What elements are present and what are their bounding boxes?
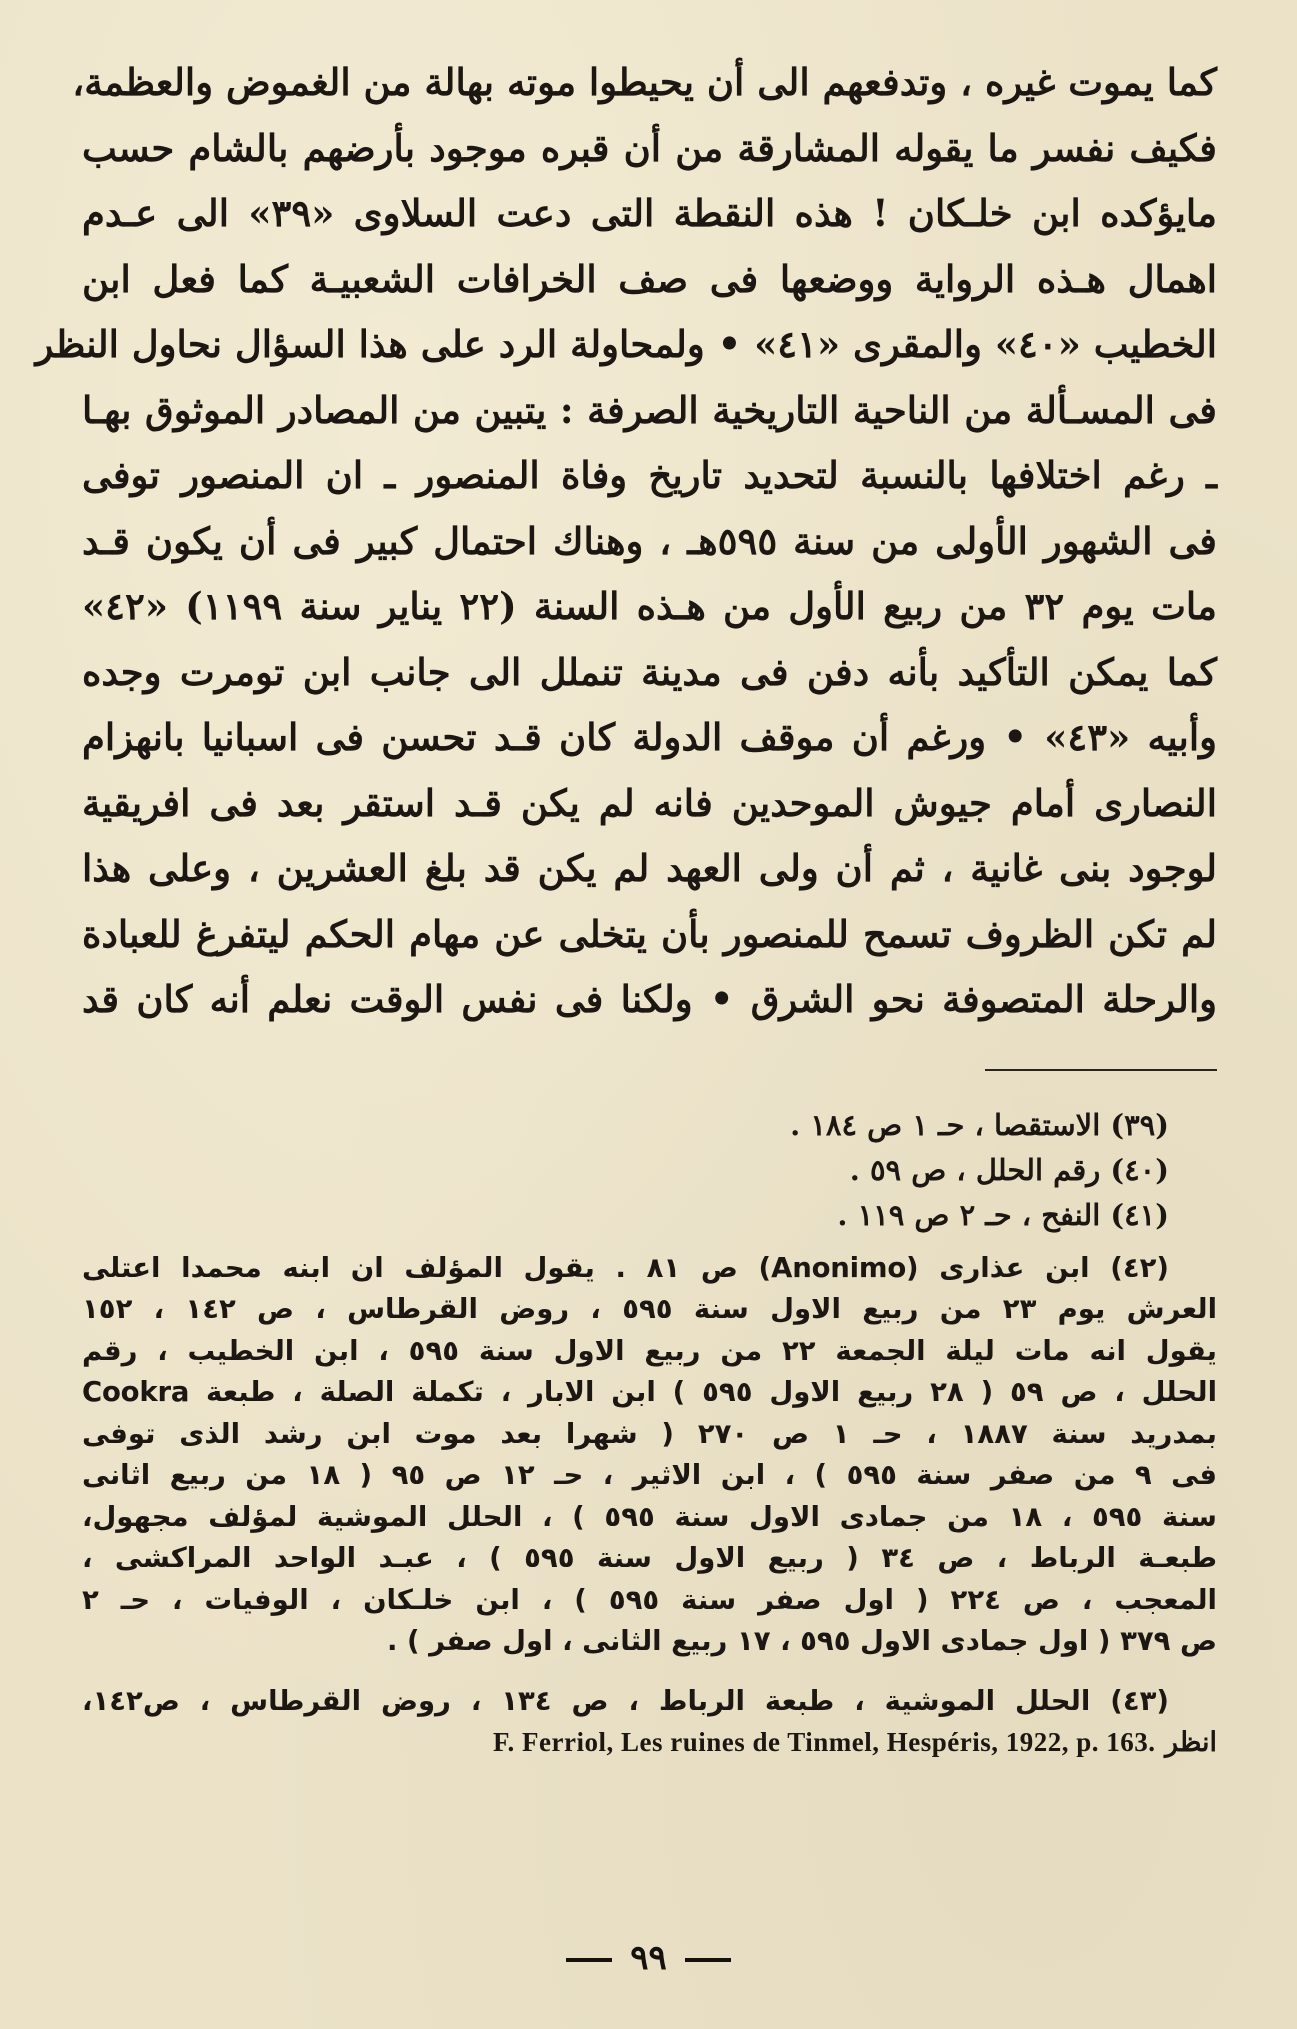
footnote-43-line-1: (٤٣) الحلل الموشية ، طبعة الرباط ، ص ١٣٤ ، روض القرطاس ، ص١٤٢، <box>82 1684 1169 1717</box>
footnote-43-latin-citation: F. Ferriol, Les ruines de Tinmel, Hespéris, 1922, p. 163. <box>493 1727 1156 1757</box>
body-line-8: فى الشهور الأولى من سنة ٥٩٥هـ ، وهناك احتمال كبير فى أن يكون قـد <box>82 518 1217 563</box>
body-line-15: والرحلة المتصوفة نحو الشرق • ولكنا فى نفس الوقت نعلم أنه كان قد <box>82 977 1217 1021</box>
body-line-12: النصارى أمام جيوش الموحدين فانه لم يكن قـد استقر بعد فى افريقية <box>82 780 1217 825</box>
footnote-43 <box>82 1681 1217 1763</box>
footnote-42-line-10: ص ٣٧٩ ( اول جمادى الاول ٥٩٥ ، ١٧ ربيع الثانى ، اول صفر ) . <box>386 1625 1217 1657</box>
page-number-left-dash <box>566 1958 612 1962</box>
footnote-separator-wrap <box>82 1033 1217 1103</box>
footnote-42-line-4: الحلل ، ص ٥٩ ( ٢٨ ربيع الاول ٥٩٥ ) ابن الابار ، تكملة الصلة ، طبعة Cookra <box>82 1376 1217 1408</box>
footnote-separator-rule <box>985 1069 1217 1071</box>
page-number-right-dash <box>685 1958 731 1962</box>
body-line-6: فى المسـألة من الناحية التاريخية الصرفة : يتبين من المصادر الموثوق بهـا <box>82 387 1217 432</box>
footnote-40: (٤٠) رقم الحلل ، ص ٥٩ . <box>849 1152 1169 1187</box>
footnote-42-line-3: يقول انه مات ليلة الجمعة ٢٢ من ربيع الاول سنة ٥٩٥ ، ابن الخطيب ، رقم <box>82 1334 1217 1367</box>
page-number-value: ٩٩ <box>630 1938 667 1978</box>
footnote-43-line-2 <box>82 1722 1217 1762</box>
page-number <box>0 1938 1297 1978</box>
footnote-gap <box>82 1663 1217 1671</box>
footnote-42-line-8: طبعـة الرباط ، ص ٣٤ ( ربيع الاول سنة ٥٩٥ ) ، عبـد الواحد المراكشى ، <box>82 1542 1217 1574</box>
body-line-14: لم تكن الظروف تسمح للمنصور بأن يتخلى عن مهام الحكم ليتفرغ للعبادة <box>82 911 1217 956</box>
footnote-42-line-2: العرش يوم ٢٣ من ربيع الاول سنة ٥٩٥ ، روض القرطاس ، ص ١٤٢ ، ١٥٢ <box>82 1293 1218 1325</box>
footnote-39: (٣٩) الاستقصا ، حـ ١ ص ١٨٤ . <box>790 1107 1169 1142</box>
footnote-42-line-6: فى ٩ من صفر سنة ٥٩٥ ) ، ابن الاثير ، حـ ١٢ ص ٩٥ ( ١٨ من ربيع اثانى <box>82 1459 1217 1491</box>
body-line-9: مات يوم ٣٢ من ربيع الأول من هـذه السنة (٢٢ يناير سنة ١١٩٩) «٤٢» <box>82 584 1217 628</box>
footnote-43-see-label: انظر <box>1164 1727 1217 1758</box>
body-line-3: مايؤكده ابن خلـكان ! هذه النقطة التى دعت السلاوى «٣٩» الى عـدم <box>82 191 1217 235</box>
body-line-2: فكيف نفسر ما يقوله المشارقة من أن قبره موجود بأرضهم بالشام حسب <box>82 125 1217 170</box>
body-line-1: كما يموت غيره ، وتدفعهم الى أن يحيطوا موته بهالة من الغموض والعظمة، <box>72 60 1217 104</box>
footnote-42-line-1: (٤٢) ابن عذارى (Anonimo) ص ٨١ . يقول المؤلف ان ابنه محمدا اعتلى <box>82 1251 1169 1284</box>
footnotes <box>82 1103 1217 1763</box>
footnote-42-line-5: بمدريد سنة ١٨٨٧ ، حـ ١ ص ٢٧٠ ( شهرا بعد موت ابن رشد الذى توفى <box>82 1417 1217 1450</box>
footnote-42 <box>82 1248 1217 1663</box>
body-line-10: كما يمكن التأكيد بأنه دفن فى مدينة تنملل الى جانب ابن تومرت وجده <box>82 649 1217 694</box>
body-line-4: اهمال هـذه الرواية ووضعها فى صف الخرافات الشعبيـة كما فعل ابن <box>82 256 1217 301</box>
footnote-41: (٤١) النفح ، حـ ٢ ص ١١٩ . <box>837 1197 1169 1232</box>
body-line-5: الخطيب «٤٠» والمقرى «٤١» • ولمحاولة الرد على هذا السؤال نحاول النظر <box>35 322 1217 366</box>
footnote-42-line-9: المعجب ، ص ٢٢٤ ( اول صفر سنة ٥٩٥ ) ، ابن خلـكان ، الوفيات ، حـ ٢ <box>82 1583 1217 1616</box>
body-line-7: ـ رغم اختلافها بالنسبة لتحديد تاريخ وفاة المنصور ـ ان المنصور توفى <box>82 453 1217 497</box>
book-page <box>35 50 1218 1762</box>
body-line-13: لوجود بنى غانية ، ثم أن ولى العهد لم يكن قد بلغ العشرين ، وعلى هذا <box>82 846 1217 890</box>
body-line-11: وأبيه «٤٣» • ورغم أن موقف الدولة كان قـد تحسن فى اسبانيا بانهزام <box>82 715 1217 759</box>
footnote-42-line-7: سنة ٥٩٥ ، ١٨ من جمادى الاول سنة ٥٩٥ ) ، الحلل الموشية لمؤلف مجهول، <box>82 1500 1217 1533</box>
body-paragraph <box>35 50 1217 1033</box>
